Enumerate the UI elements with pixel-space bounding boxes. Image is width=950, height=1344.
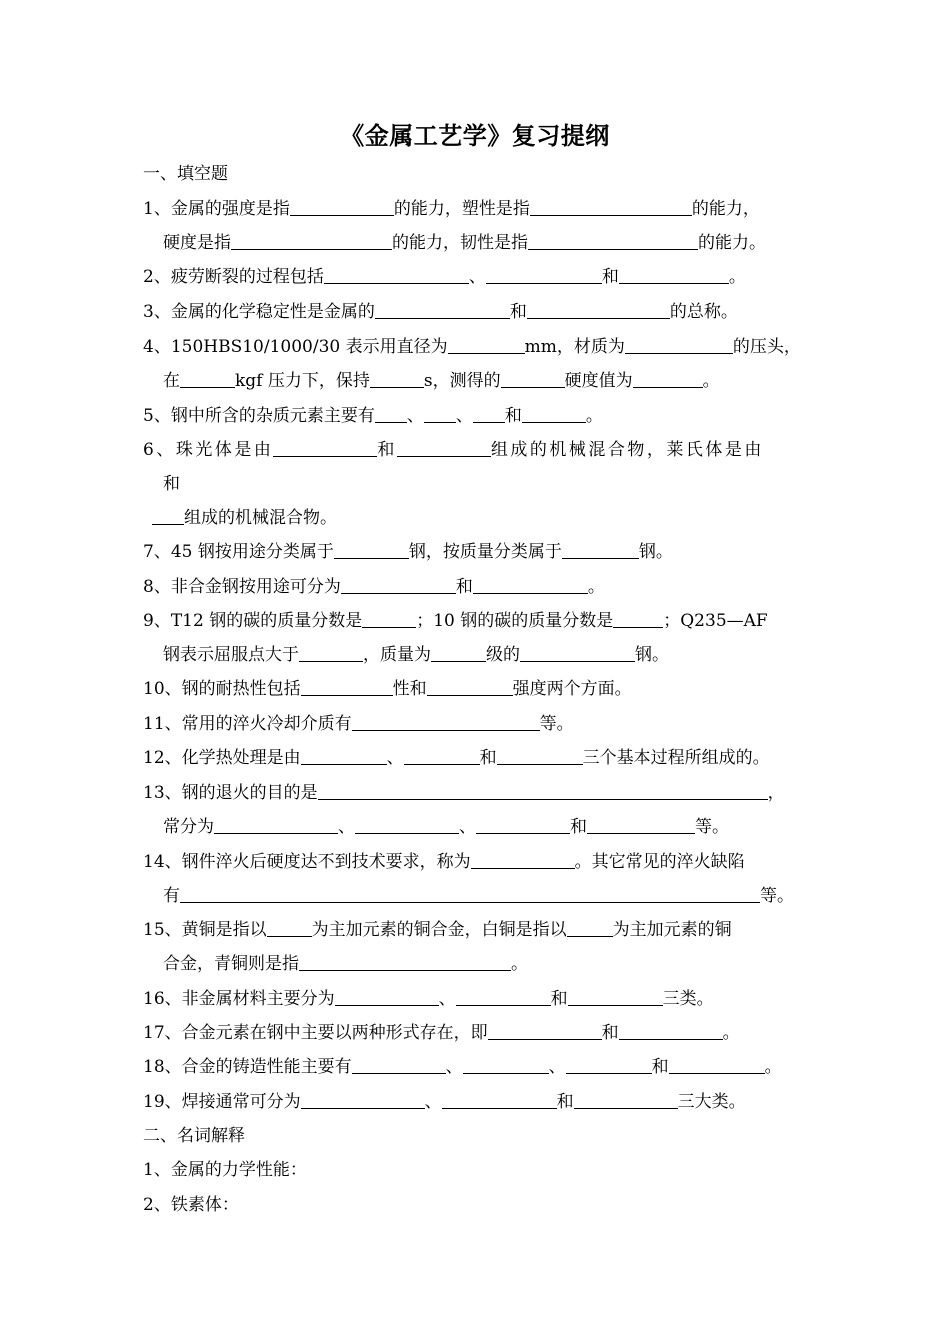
blank[interactable] xyxy=(267,919,312,937)
q18-text: 、 xyxy=(445,1057,463,1077)
q17-text: 。 xyxy=(722,1023,740,1043)
q6-text: 6、珠光体是由 xyxy=(143,440,274,460)
q4-text: kgf 压力下，保持 xyxy=(235,371,370,391)
blank[interactable] xyxy=(456,988,551,1006)
blank[interactable] xyxy=(231,232,392,250)
q16-text: 三类。 xyxy=(662,989,714,1009)
q15-text: 合金，青铜则是指 xyxy=(163,954,299,974)
q9-text: 级的 xyxy=(486,645,520,665)
blank[interactable] xyxy=(520,644,635,662)
blank[interactable] xyxy=(299,953,511,971)
q4-text: 硬度值为 xyxy=(564,371,633,391)
q2-text: 和 xyxy=(601,267,619,287)
q18-text: 。 xyxy=(764,1057,782,1077)
q8-text: 。 xyxy=(587,577,605,597)
q4-text: 在 xyxy=(163,371,180,391)
question-15-line-2 xyxy=(163,952,843,976)
q19-text: 、 xyxy=(424,1092,442,1112)
q18-text: 18、合金的铸造性能主要有 xyxy=(143,1057,352,1077)
blank[interactable] xyxy=(471,851,575,869)
blank[interactable] xyxy=(180,370,235,388)
blank[interactable] xyxy=(613,610,663,628)
question-14-line-2 xyxy=(163,884,843,908)
q10-text: 10、钢的耐热性包括 xyxy=(143,679,301,699)
question-16 xyxy=(143,987,823,1011)
question-13-line-2 xyxy=(163,815,843,839)
q14-text: 14、钢件淬火后硬度达不到技术要求，称为 xyxy=(143,852,471,872)
question-4-line-1 xyxy=(143,335,823,359)
blank[interactable] xyxy=(522,405,586,423)
question-9-line-2 xyxy=(163,643,843,667)
question-13-line-1 xyxy=(143,781,823,805)
blank[interactable] xyxy=(633,370,703,388)
blank[interactable] xyxy=(341,576,456,594)
blank[interactable] xyxy=(488,1022,602,1040)
q9-text: 钢。 xyxy=(635,645,669,665)
q3-text: 的总称。 xyxy=(669,302,738,322)
blank[interactable] xyxy=(290,198,394,216)
blank[interactable] xyxy=(299,644,363,662)
question-3 xyxy=(143,300,823,324)
question-11 xyxy=(143,712,823,736)
q9-text: ；10 钢的碳的质量分数是 xyxy=(416,611,614,631)
q17-text: 17、合金元素在钢中主要以两种形式存在，即 xyxy=(143,1023,488,1043)
q15-text: 为主加元素的铜 xyxy=(612,920,732,940)
blank[interactable] xyxy=(476,816,570,834)
blank[interactable] xyxy=(397,439,491,457)
q9-text: ；Q235—AF xyxy=(663,611,768,631)
q7-text: 钢。 xyxy=(638,542,673,562)
q19-text: 三大类。 xyxy=(677,1092,746,1112)
q1-text: 硬度是指 xyxy=(163,233,231,253)
q16-text: 、 xyxy=(438,989,456,1009)
q6-text: 和 xyxy=(377,440,397,460)
q18-text: 、 xyxy=(548,1057,566,1077)
question-6-line-2: 和 xyxy=(163,474,180,494)
blank[interactable] xyxy=(214,816,338,834)
blank[interactable] xyxy=(180,885,760,903)
q1-text: 的能力，韧性是指 xyxy=(392,233,528,253)
q5-text: 5、钢中所含的杂质元素主要有 xyxy=(143,406,375,426)
blank[interactable] xyxy=(619,266,729,284)
q5-text: 和 xyxy=(504,406,522,426)
q1-text: 的能力，塑性是指 xyxy=(393,199,530,219)
blank[interactable] xyxy=(501,370,565,388)
blank[interactable] xyxy=(566,1056,652,1074)
blank[interactable] xyxy=(375,405,407,423)
q4-text: s，测得的 xyxy=(423,371,501,391)
question-18 xyxy=(143,1055,823,1079)
question-7 xyxy=(143,540,823,564)
q18-text: 和 xyxy=(651,1057,669,1077)
blank[interactable] xyxy=(473,405,505,423)
blank[interactable] xyxy=(463,1056,549,1074)
q3-text: 3、金属的化学稳定性是金属的 xyxy=(143,302,375,322)
q12-text: 、 xyxy=(386,748,404,768)
blank[interactable] xyxy=(375,301,510,319)
q5-text: 、 xyxy=(455,406,473,426)
blank[interactable] xyxy=(528,232,698,250)
q14-text: 有 xyxy=(163,886,180,906)
q9-text: ，质量为 xyxy=(363,645,431,665)
q15-text: 。 xyxy=(511,954,528,974)
question-14-line-1 xyxy=(143,850,823,874)
blank[interactable] xyxy=(352,713,540,731)
q4-text: 。 xyxy=(702,371,720,391)
blank[interactable] xyxy=(362,610,416,628)
q12-text: 三个基本过程所组成的。 xyxy=(582,748,770,768)
question-12 xyxy=(143,746,823,770)
blank[interactable] xyxy=(587,816,695,834)
q2-text: 2、疲劳断裂的过程包括 xyxy=(143,267,324,287)
q13-text: 和 xyxy=(570,817,587,837)
q17-text: 和 xyxy=(601,1023,619,1043)
blank[interactable] xyxy=(324,266,469,284)
q2-text: 、 xyxy=(468,267,486,287)
q16-text: 和 xyxy=(550,989,568,1009)
blank[interactable] xyxy=(273,439,377,457)
q5-text: 。 xyxy=(585,406,603,426)
blank[interactable] xyxy=(404,747,480,765)
blank[interactable] xyxy=(625,336,733,354)
q10-text: 性和 xyxy=(392,679,427,699)
section-fill-blank: 一、填空题 xyxy=(143,164,228,184)
q15-text: 15、黄铜是指以 xyxy=(143,920,267,940)
q15-text: 为主加元素的铜合金，白铜是指以 xyxy=(311,920,567,940)
term-2: 2、铁素体： xyxy=(143,1195,239,1215)
blank[interactable] xyxy=(318,782,768,800)
blank[interactable] xyxy=(352,1056,446,1074)
blank[interactable] xyxy=(448,336,525,354)
q1-text: 的能力。 xyxy=(698,233,766,253)
q19-text: 19、焊接通常可分为 xyxy=(143,1092,301,1112)
blank[interactable] xyxy=(427,678,513,696)
q16-text: 16、非金属材料主要分为 xyxy=(143,989,335,1009)
q13-text: 、 xyxy=(459,817,476,837)
blank[interactable] xyxy=(527,301,670,319)
question-9-line-1 xyxy=(143,609,823,633)
question-17 xyxy=(143,1021,823,1045)
q8-text: 8、非合金钢按用途可分为 xyxy=(143,577,341,597)
question-15-line-1 xyxy=(143,918,823,942)
document-title: 《金属工艺学》复习提纲 xyxy=(340,121,610,150)
q3-text: 和 xyxy=(509,302,527,322)
blank[interactable] xyxy=(486,266,602,284)
q4-text: mm，材质为 xyxy=(524,337,625,357)
blank[interactable] xyxy=(355,816,459,834)
section-terms: 二、名词解释 xyxy=(143,1126,245,1146)
blank[interactable] xyxy=(152,507,184,525)
q7-text: 钢，按质量分类属于 xyxy=(408,542,562,562)
q10-text: 强度两个方面。 xyxy=(512,679,632,699)
blank[interactable] xyxy=(574,1091,678,1109)
question-1-line-2 xyxy=(163,231,843,255)
q19-text: 和 xyxy=(556,1092,574,1112)
q4-text: 4、150HBS10/1000/30 表示用直径为 xyxy=(143,337,448,357)
q11-text: 等。 xyxy=(539,714,574,734)
question-5 xyxy=(143,404,823,428)
question-19 xyxy=(143,1090,823,1114)
question-2 xyxy=(143,265,823,289)
q1-text: 的能力， xyxy=(691,199,760,219)
blank[interactable] xyxy=(568,988,663,1006)
question-6-line-1 xyxy=(143,438,823,462)
q8-text: 和 xyxy=(455,577,473,597)
q12-text: 和 xyxy=(479,748,497,768)
blank[interactable] xyxy=(497,747,583,765)
term-1: 1、金属的力学性能： xyxy=(143,1160,307,1180)
question-10 xyxy=(143,677,823,701)
blank[interactable] xyxy=(562,541,639,559)
q9-text: 钢表示屈服点大于 xyxy=(163,645,299,665)
q4-text: 的压头， xyxy=(732,337,801,357)
q2-text: 。 xyxy=(728,267,746,287)
blank[interactable] xyxy=(301,1091,425,1109)
question-1-line-1 xyxy=(143,197,823,221)
blank[interactable] xyxy=(335,988,439,1006)
blank[interactable] xyxy=(567,919,613,937)
question-4-line-2 xyxy=(163,369,843,393)
blank[interactable] xyxy=(442,1091,557,1109)
q13-text: 常分为 xyxy=(163,817,214,837)
q9-text: 9、T12 钢的碳的质量分数是 xyxy=(143,611,363,631)
blank[interactable] xyxy=(301,747,387,765)
blank[interactable] xyxy=(424,405,456,423)
q5-text: 、 xyxy=(406,406,424,426)
q14-text: 。其它常见的淬火缺陷 xyxy=(574,852,745,872)
blank[interactable] xyxy=(619,1022,723,1040)
blank[interactable] xyxy=(334,541,409,559)
blank[interactable] xyxy=(669,1056,765,1074)
q6-text: 组成的机械混合物。 xyxy=(184,508,337,528)
q1-text: 1、金属的强度是指 xyxy=(143,199,290,219)
q12-text: 12、化学热处理是由 xyxy=(143,748,301,768)
question-6-line-3 xyxy=(152,506,832,530)
question-8 xyxy=(143,575,823,599)
q13-text: 、 xyxy=(338,817,355,837)
blank[interactable] xyxy=(431,644,486,662)
q11-text: 11、常用的淬火冷却介质有 xyxy=(143,714,352,734)
q13-text: 13、钢的退火的目的是 xyxy=(143,783,318,803)
blank[interactable] xyxy=(370,370,424,388)
blank[interactable] xyxy=(301,678,393,696)
q14-text: 等。 xyxy=(760,886,794,906)
blank[interactable] xyxy=(530,198,692,216)
q13-text: 等。 xyxy=(695,817,729,837)
q13-text: ， xyxy=(767,783,785,803)
q7-text: 7、45 钢按用途分类属于 xyxy=(143,542,334,562)
q6-text: 组成的机械混合物，莱氏体是由 xyxy=(490,440,764,460)
blank[interactable] xyxy=(473,576,588,594)
